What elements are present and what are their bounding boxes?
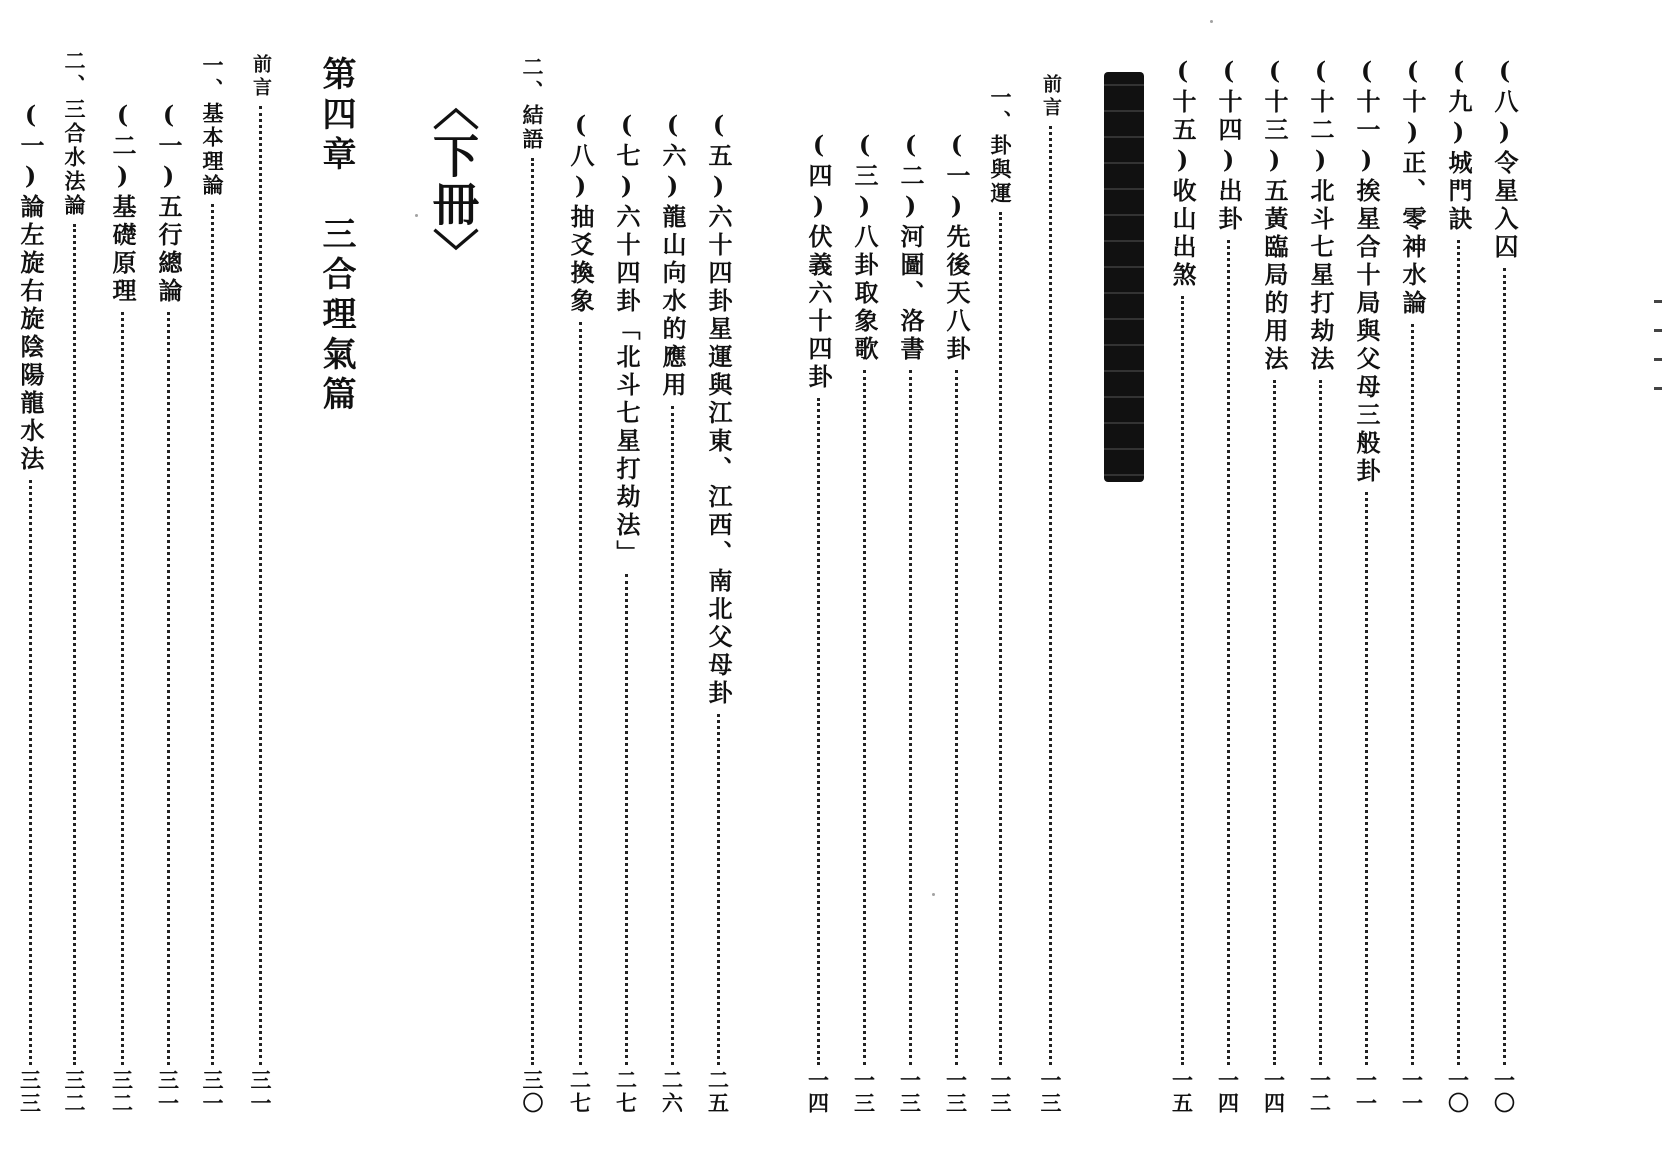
- toc-entry-title: (十二)北斗七星打劫法: [1306, 56, 1335, 374]
- toc-entry-right-2[interactable]: [1444, 56, 1473, 1143]
- toc-entry-title: 前言: [1040, 74, 1062, 120]
- toc-entry-mid-4[interactable]: [896, 130, 925, 1143]
- toc-entry-page: 一五: [1169, 1069, 1195, 1115]
- toc-entry-title: (三)八卦取象歌: [850, 130, 879, 364]
- toc-entry-right-6[interactable]: [1260, 56, 1289, 1143]
- toc-entry-page: 三〇: [520, 1069, 545, 1115]
- toc-entry-mid-1[interactable]: [1040, 74, 1061, 1143]
- leader-dots: [259, 106, 262, 1065]
- toc-entry-low-5[interactable]: [64, 50, 85, 1143]
- toc-entry-page: 一二: [1307, 1069, 1333, 1115]
- toc-entry-page: 三二: [62, 1069, 87, 1115]
- scan-edge-marks: [1654, 300, 1666, 460]
- toc-entry-title: (十三)五黃臨局的用法: [1260, 56, 1289, 374]
- toc-entry-page: 一三: [1038, 1069, 1063, 1115]
- toc-entry-right-4[interactable]: [1352, 56, 1381, 1143]
- leader-dots: [717, 714, 720, 1065]
- toc-entry-title: 一、卦與運: [988, 86, 1013, 206]
- toc-entry-page: 一四: [805, 1069, 831, 1115]
- volume-title: 〈下冊〉: [426, 84, 480, 276]
- chapter-title: 第四章 三合理氣篇: [316, 56, 356, 416]
- leader-dots: [579, 322, 582, 1065]
- toc-entry-title: 一、基本理論: [200, 54, 225, 198]
- leader-dots: [1319, 380, 1322, 1065]
- toc-entry-title: (二)河圖、洛書: [896, 130, 925, 364]
- toc-entry-mid-9[interactable]: [612, 110, 641, 1143]
- toc-entry-title: (一)先後天八卦: [942, 130, 971, 364]
- leader-dots: [1273, 380, 1276, 1065]
- toc-entry-title: (八)令星入囚: [1490, 56, 1519, 262]
- toc-entry-page: 三三: [17, 1069, 43, 1115]
- leader-dots: [817, 398, 820, 1065]
- toc-entry-low-4[interactable]: [108, 100, 137, 1143]
- toc-entry-title: (四)伏義六十四卦: [804, 130, 833, 392]
- toc-entry-page: 三二: [109, 1069, 135, 1115]
- leader-dots: [1181, 296, 1184, 1065]
- leader-dots: [1227, 240, 1230, 1065]
- toc-entry-page: 一四: [1215, 1069, 1241, 1115]
- toc-entry-page: 一〇: [1491, 1069, 1517, 1115]
- toc-entry-mid-8[interactable]: [658, 110, 687, 1143]
- leader-dots: [999, 212, 1002, 1065]
- toc-entry-page: 二七: [567, 1069, 593, 1115]
- chapter-banner: [1104, 72, 1144, 482]
- toc-entry-low-3[interactable]: [154, 100, 183, 1143]
- toc-entry-mid-11[interactable]: [522, 56, 543, 1143]
- toc-entry-page: 一一: [1353, 1069, 1379, 1115]
- toc-entry-low-1[interactable]: [250, 54, 271, 1143]
- toc-entry-title: (六)龍山向水的應用: [658, 110, 687, 400]
- toc-entry-right-5[interactable]: [1306, 56, 1335, 1143]
- leader-dots: [671, 406, 674, 1065]
- leader-dots: [955, 370, 958, 1065]
- toc-entry-right-7[interactable]: [1214, 56, 1243, 1143]
- toc-entry-page: 一三: [897, 1069, 923, 1115]
- toc-entry-page: 一三: [851, 1069, 877, 1115]
- leader-dots: [909, 370, 912, 1065]
- leader-dots: [1503, 268, 1506, 1065]
- leader-dots: [211, 204, 214, 1065]
- toc-entry-title: 前言: [250, 54, 272, 100]
- toc-entry-title: (八)抽爻換象: [566, 110, 595, 316]
- toc-entry-mid-7[interactable]: [704, 110, 733, 1143]
- toc-entry-page: 一〇: [1445, 1069, 1471, 1115]
- toc-entry-title: (一)五行總論: [154, 100, 183, 306]
- toc-entry-right-8[interactable]: [1168, 56, 1197, 1143]
- toc-entry-title: (十一)挨星合十局與父母三般卦: [1352, 56, 1381, 486]
- toc-entry-mid-10[interactable]: [566, 110, 595, 1143]
- toc-entry-page: 一一: [1399, 1069, 1425, 1115]
- toc-entry-right-1[interactable]: [1490, 56, 1519, 1143]
- toc-entry-title: (十四)出卦: [1214, 56, 1243, 234]
- toc-entry-title: 二、結語: [520, 56, 545, 152]
- toc-entry-right-3[interactable]: [1398, 56, 1427, 1143]
- leader-dots: [1365, 492, 1368, 1065]
- toc-entry-page: 三一: [155, 1069, 181, 1115]
- toc-entry-page: 一三: [943, 1069, 969, 1115]
- toc-entry-mid-2[interactable]: [990, 86, 1011, 1143]
- scan-speck: [932, 893, 935, 896]
- toc-entry-low-6[interactable]: [16, 100, 45, 1143]
- toc-entry-page: 二七: [613, 1069, 639, 1115]
- leader-dots: [1457, 240, 1460, 1065]
- leader-dots: [863, 370, 866, 1065]
- toc-entry-title: (十五)收山出煞: [1168, 56, 1197, 290]
- leader-dots: [29, 480, 32, 1065]
- toc-entry-title: (七)六十四卦「北斗七星打劫法」: [612, 110, 641, 568]
- leader-dots: [73, 224, 76, 1065]
- leader-dots: [625, 574, 628, 1065]
- toc-entry-page: 一三: [988, 1069, 1013, 1115]
- toc-entry-title: (十)正、零神水論: [1398, 56, 1427, 318]
- toc-entry-page: 三一: [248, 1069, 273, 1115]
- toc-entry-title: (二)基礎原理: [108, 100, 137, 306]
- leader-dots: [531, 158, 534, 1065]
- toc-entry-mid-6[interactable]: [804, 130, 833, 1143]
- toc-entry-title: 二、三合水法論: [62, 50, 87, 218]
- toc-entry-page: 二五: [705, 1069, 731, 1115]
- scan-speck: [415, 214, 418, 217]
- leader-dots: [167, 312, 170, 1065]
- toc-entry-low-2[interactable]: [202, 54, 223, 1143]
- leader-dots: [1049, 126, 1052, 1065]
- toc-entry-page: 一四: [1261, 1069, 1287, 1115]
- toc-entry-mid-3[interactable]: [942, 130, 971, 1143]
- toc-entry-page: 三一: [200, 1069, 225, 1115]
- toc-entry-title: (一)論左旋右旋陰陽龍水法: [16, 100, 45, 474]
- toc-entry-mid-5[interactable]: [850, 130, 879, 1143]
- leader-dots: [1411, 324, 1414, 1065]
- leader-dots: [121, 312, 124, 1065]
- scan-speck: [1210, 20, 1213, 23]
- toc-entry-title: (五)六十四卦星運與江東、江西、南北父母卦: [704, 110, 733, 708]
- toc-entry-page: 二六: [659, 1069, 685, 1115]
- toc-entry-title: (九)城門訣: [1444, 56, 1473, 234]
